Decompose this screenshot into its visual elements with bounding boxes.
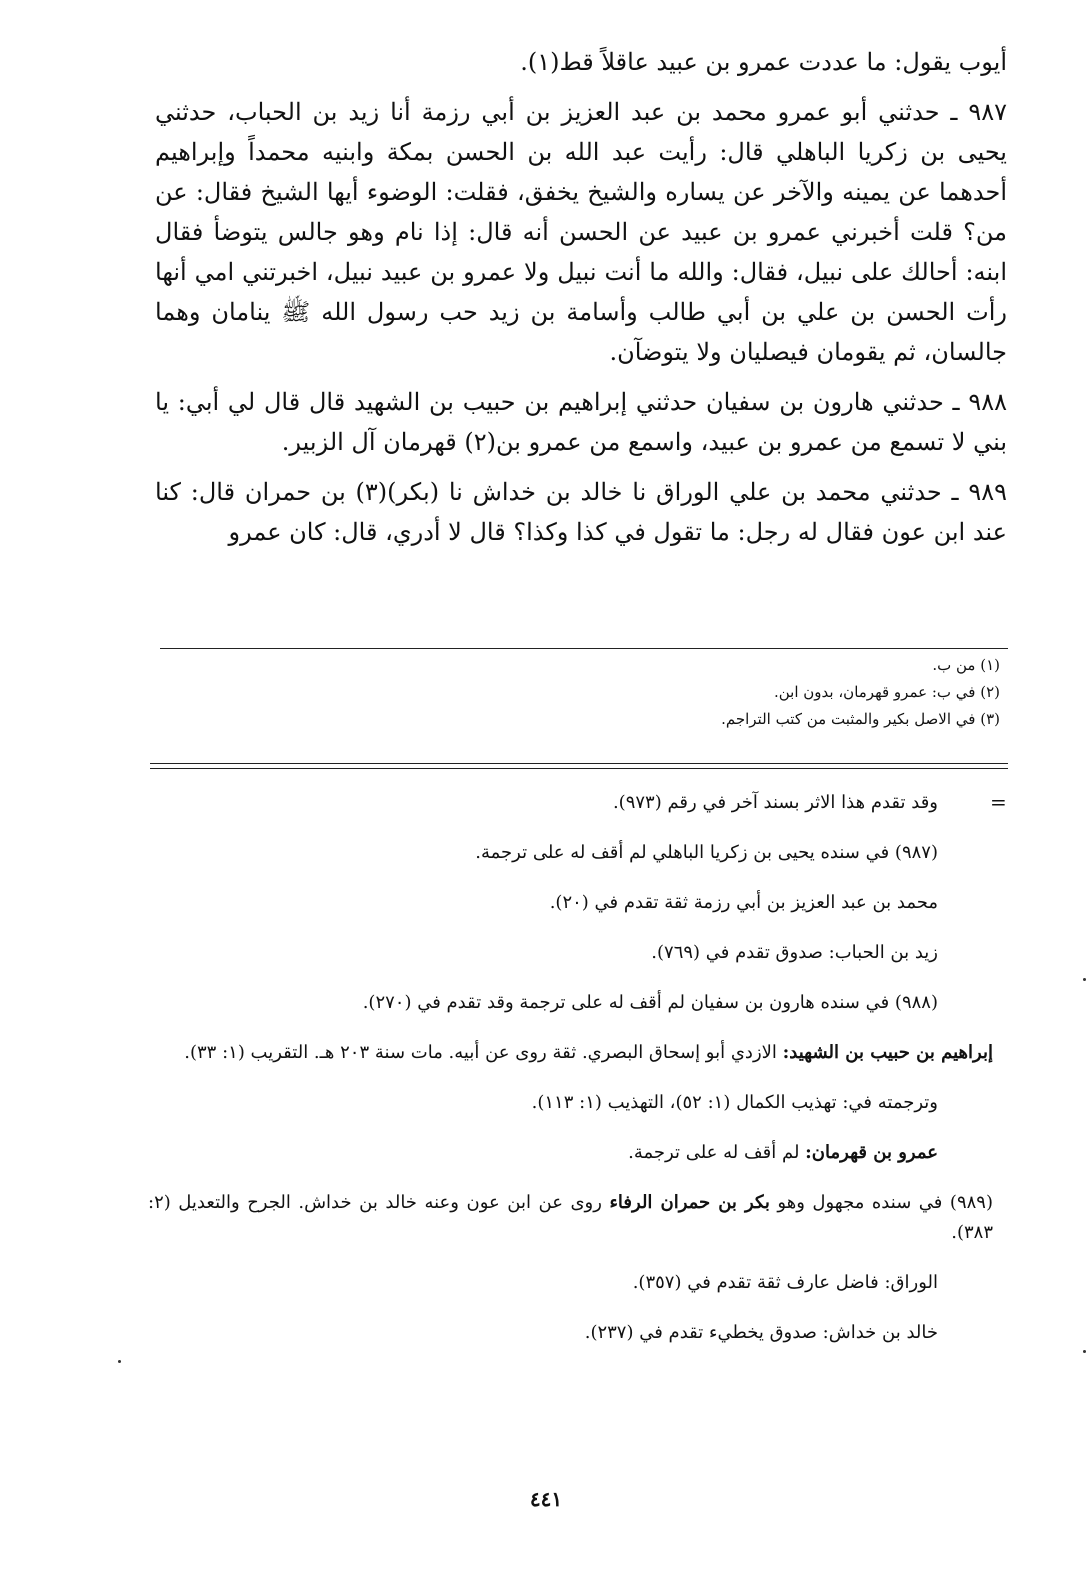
commentary-line-10: الوراق: فاضل عارف ثقة تقدم في (٣٥٧). (632, 1272, 938, 1293)
narrator-name-bakr: بكر بن حمران الرفاء (609, 1192, 770, 1213)
narrator-bio-amr: لم أقف له على ترجمة. (628, 1142, 806, 1163)
commentary-line-7: وترجمته في: تهذيب الكمال (١: ٥٢)، التهذيب (١: ١١٣). (531, 1092, 938, 1113)
footnote-separator (160, 648, 1008, 649)
page-number: ٤٤١ (529, 1487, 563, 1511)
commentary-989-intro: (٩٨٩) في سنده مجهول وهو (769, 1192, 993, 1213)
paragraph-989: ٩٨٩ ـ حدثني محمد بن علي الوراق نا خالد بن خداش نا (بكر)(٣) بن حمران قال: كنا عند ابن عون فقال له رجل: ما تقول في كذا وكذا؟ قال لا أدري، قال: كان عمرو (155, 478, 1007, 546)
commentary-line-2: (٩٨٧) في سنده يحيى بن زكريا الباهلي لم أقف له على ترجمة. (475, 842, 938, 863)
paragraph-988: ٩٨٨ ـ حدثني هارون بن سفيان حدثني إبراهيم بن حبيب بن الشهيد قال قال لي أبي: يا بني لا تسمع من عمرو بن عبيد، واسمع من عمرو بن(٢) قهرمان آل الزبير. (155, 388, 1007, 456)
footnote-2: (٢) في ب: عمرو قهرمان، بدون ابن. (773, 683, 1000, 701)
commentary-line-4: زيد بن الحباب: صدوق تقدم في (٧٦٩). (651, 942, 938, 963)
paragraph-ayyub: أيوب يقول: ما عددت عمرو بن عبيد عاقلاً قط(١). (520, 48, 1007, 76)
footnotes (560, 652, 1000, 733)
commentary-line-6 (148, 1038, 993, 1068)
commentary-line-8 (148, 1138, 938, 1168)
commentary-line-9 (148, 1188, 993, 1248)
narrator-name-amr: عمرو بن قهرمان: (805, 1142, 938, 1163)
commentary-separator-bottom (150, 768, 1008, 769)
continuation-mark: = (990, 790, 1007, 814)
commentary-line-1: وقد تقدم هذا الاثر بسند آخر في رقم (٩٧٣). (612, 792, 938, 813)
scan-speck (1083, 978, 1086, 981)
commentary-line-3: محمد بن عبد العزيز بن أبي رزمة ثقة تقدم في (٢٠). (549, 892, 938, 913)
commentary-line-5: (٩٨٨) في سنده هارون بن سفيان لم أقف له على ترجمة وقد تقدم في (٢٧٠). (362, 992, 938, 1013)
main-text (155, 42, 1007, 562)
commentary-line-11: خالد بن خداش: صدوق يخطيء تقدم في (٢٣٧). (584, 1322, 938, 1343)
narrator-bio-ibrahim: الازدي أبو إسحاق البصري. ثقة روى عن أبيه. مات سنة ٢٠٣ هـ. التقريب (١: ٣٣). (184, 1042, 783, 1063)
scan-speck (1083, 1350, 1086, 1353)
commentary (148, 788, 993, 1368)
footnote-3: (٣) في الاصل بكير والمثبت من كتب التراجم. (721, 710, 1000, 728)
commentary-separator-top (150, 763, 1008, 764)
footnote-1: (١) من ب. (932, 656, 1000, 674)
paragraph-987: ٩٨٧ ـ حدثني أبو عمرو محمد بن عبد العزيز بن أبي رزمة أنا زيد بن الحباب، حدثني يحيى بن زكريا الباهلي قال: رأيت عبد الله بن الحسن بمكة وابنيه محمداً وإبراهيم أحدهما عن يمينه والآخر عن يساره والشيخ يخفق، فقلت: الوضوء أيها الشيخ فقال: عن من؟ قلت أخبرني عمرو بن عبيد عن الحسن أنه قال: إذا نام وهو جالس يتوضأ فقال ابنه: أحالك على نبيل، فقال: والله ما أنت نبيل ولا عمرو بن عبيد نبيل، اخبرتني امي أنها رأت الحسن بن علي بن أبي طالب وأسامة بن زيد حب رسول الله ﷺ ينامان وهما جالسان، ثم يقومان فيصليان ولا يتوضآن. (155, 98, 1008, 366)
narrator-bio-bakr: روى عن ابن عون وعنه خالد بن خداش. الجرح والتعديل (٢: ٣٨٣). (148, 1192, 993, 1243)
scan-speck (118, 1360, 121, 1363)
narrator-name-ibrahim: إبراهيم بن حبيب بن الشهيد: (782, 1042, 993, 1063)
